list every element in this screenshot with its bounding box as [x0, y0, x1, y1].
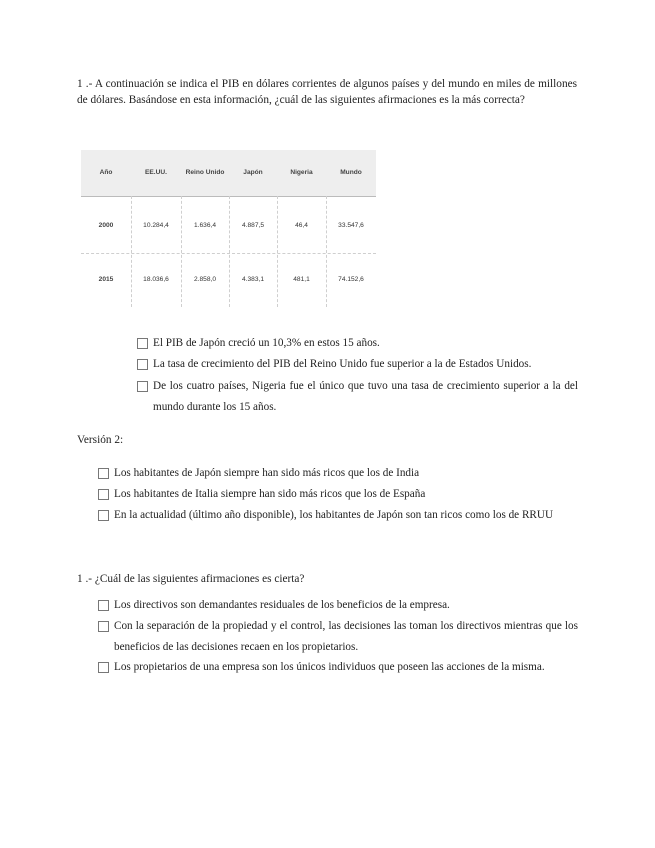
- table-cell-year: 2000: [98, 222, 114, 229]
- question-2-text: 1 .- ¿Cuál de las siguientes afirmaciones es cierta?: [77, 573, 305, 585]
- option-q2-a[interactable]: [98, 595, 578, 616]
- table-header-world: Mundo: [340, 169, 362, 176]
- table-column-divider: [326, 196, 327, 307]
- table-header-japan: Japón: [243, 169, 263, 176]
- table-column-divider: [229, 196, 230, 307]
- question-1-text: 1 .- A continuación se indica el PIB en dólares corrientes de algunos países y del mundo en miles de millones de dólares. Basándose en esta información, ¿cuál de las siguientes afirmaciones es la más correcta?: [77, 78, 577, 107]
- option-label: Los directivos son demandantes residuales de los beneficios de la empresa.: [114, 599, 450, 611]
- checkbox[interactable]: [98, 468, 109, 479]
- version-2-label: Versión 2:: [77, 434, 124, 446]
- option-v2-b[interactable]: [98, 484, 588, 505]
- option-v2-a[interactable]: [98, 463, 588, 484]
- table-column-divider: [181, 196, 182, 307]
- option-label: El PIB de Japón creció un 10,3% en estos 15 años.: [153, 337, 380, 349]
- option-label: Con la separación de la propiedad y el control, las decisiones las toman los directivos mientras que los beneficios de las decisiones recaen en los propietarios.: [114, 620, 578, 653]
- table-cell: 46,4: [295, 222, 308, 229]
- table-cell: 4.887,5: [242, 222, 264, 229]
- checkbox[interactable]: [137, 381, 148, 392]
- option-q1-a[interactable]: [137, 333, 578, 354]
- option-q1-b[interactable]: [137, 354, 578, 375]
- checkbox[interactable]: [98, 600, 109, 611]
- table-cell: 33.547,6: [338, 222, 364, 229]
- table-cell: 2.858,0: [194, 276, 216, 283]
- checkbox[interactable]: [98, 662, 109, 673]
- table-column-divider: [277, 196, 278, 307]
- table-cell: 18.036,6: [143, 276, 169, 283]
- option-label: De los cuatro países, Nigeria fue el único que tuvo una tasa de crecimiento superior a la del mundo durante los 15 años.: [153, 380, 578, 413]
- table-cell: 74.152,6: [338, 276, 364, 283]
- table-cell: 4.383,1: [242, 276, 264, 283]
- table-header-nigeria: Nigeria: [290, 169, 313, 176]
- checkbox[interactable]: [98, 510, 109, 521]
- option-v2-c[interactable]: [98, 505, 588, 526]
- table-cell: 1.636,4: [194, 222, 216, 229]
- checkbox[interactable]: [137, 338, 148, 349]
- table-cell: 10.284,4: [143, 222, 169, 229]
- option-q2-b[interactable]: [98, 616, 578, 658]
- checkbox[interactable]: [98, 489, 109, 500]
- table-column-divider: [131, 196, 132, 307]
- table-cell-year: 2015: [98, 276, 114, 283]
- gdp-table: [81, 150, 376, 307]
- checkbox[interactable]: [137, 359, 148, 370]
- option-label: Los habitantes de Japón siempre han sido más ricos que los de India: [114, 467, 420, 479]
- option-q2-c[interactable]: [98, 657, 578, 678]
- table-header-usa: EE.UU.: [145, 169, 167, 176]
- table-cell: 481,1: [293, 276, 310, 283]
- option-label: Los propietarios de una empresa son los únicos individuos que poseen las acciones de la misma.: [114, 661, 545, 673]
- option-q1-c[interactable]: [137, 376, 578, 418]
- table-header-year: Año: [99, 169, 113, 176]
- table-header-uk: Reino Unido: [185, 169, 225, 176]
- option-label: La tasa de crecimiento del PIB del Reino Unido fue superior a la de Estados Unidos.: [153, 358, 532, 370]
- option-label: Los habitantes de Italia siempre han sido más ricos que los de España: [114, 488, 426, 500]
- checkbox[interactable]: [98, 621, 109, 632]
- option-label: En la actualidad (último año disponible), los habitantes de Japón son tan ricos como los de RRUU: [114, 509, 554, 521]
